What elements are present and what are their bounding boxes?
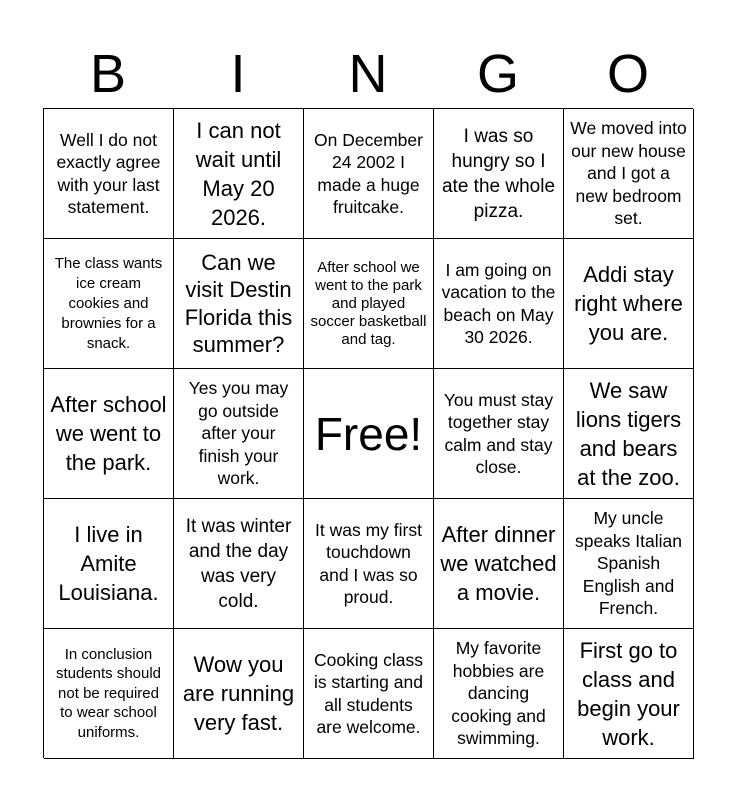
bingo-cell[interactable] bbox=[434, 369, 564, 499]
bingo-cell[interactable] bbox=[564, 629, 694, 759]
cell-text: I can not wait until May 20 2026. bbox=[195, 117, 282, 230]
bingo-cell[interactable] bbox=[434, 239, 564, 369]
bingo-cell[interactable] bbox=[174, 239, 304, 369]
bingo-cell[interactable] bbox=[44, 109, 174, 239]
bingo-cell[interactable] bbox=[564, 239, 694, 369]
cell-text: I was so hungry so I ate the whole pizza. bbox=[441, 125, 556, 222]
bingo-cell[interactable] bbox=[564, 369, 694, 499]
bingo-cell[interactable] bbox=[304, 499, 434, 629]
bingo-cell[interactable] bbox=[44, 239, 174, 369]
bingo-cell[interactable] bbox=[304, 239, 434, 369]
cell-text: I live in Amite Louisiana. bbox=[58, 522, 159, 605]
cell-text: Can we visit Destin Florida this summer? bbox=[184, 249, 293, 357]
bingo-card-grid bbox=[43, 108, 693, 758]
header-letter-g: G bbox=[476, 44, 519, 104]
header-letter-n: N bbox=[348, 44, 388, 104]
bingo-cell[interactable] bbox=[174, 109, 304, 239]
bingo-cell[interactable] bbox=[434, 109, 564, 239]
bingo-cell[interactable] bbox=[174, 499, 304, 629]
cell-text: Yes you may go outside after your finish your work. bbox=[188, 378, 289, 489]
free-space-cell[interactable] bbox=[304, 369, 434, 499]
cell-text: It was winter and the day was very cold. bbox=[185, 515, 292, 612]
bingo-cell[interactable] bbox=[174, 369, 304, 499]
cell-text: After school we went to the park. bbox=[50, 392, 167, 475]
bingo-cell[interactable] bbox=[44, 369, 174, 499]
header-letter-b: B bbox=[89, 44, 127, 104]
bingo-cell[interactable] bbox=[564, 499, 694, 629]
cell-text: After school we went to the park and played soccer basketball and tag. bbox=[310, 258, 427, 348]
header-letter-i: I bbox=[230, 44, 246, 104]
cell-text: After dinner we watched a movie. bbox=[440, 522, 557, 605]
cell-text: On December 24 2002 I made a huge fruitcake. bbox=[314, 129, 423, 217]
cell-text: First go to class and begin your work. bbox=[577, 637, 680, 750]
bingo-cell[interactable] bbox=[434, 629, 564, 759]
cell-text: Addi stay right where you are. bbox=[574, 262, 683, 345]
free-space-text: Free! bbox=[314, 407, 423, 460]
bingo-cell[interactable] bbox=[434, 499, 564, 629]
cell-text: My favorite hobbies are dancing cooking and swimming. bbox=[451, 638, 546, 749]
bingo-cell[interactable] bbox=[44, 499, 174, 629]
cell-text: I am going on vacation to the beach on May 30 2026. bbox=[441, 259, 556, 347]
bingo-cell[interactable] bbox=[564, 109, 694, 239]
cell-text: It was my first touchdown and I was so proud. bbox=[315, 519, 422, 607]
cell-text: My uncle speaks Italian Spanish English and French. bbox=[574, 508, 682, 619]
cell-text: We saw lions tigers and bears at the zoo. bbox=[575, 377, 682, 490]
header-letter-o: O bbox=[606, 44, 649, 104]
cell-text: The class wants ice cream cookies and brownies for a snack. bbox=[54, 254, 163, 352]
cell-text: We moved into our new house and I got a new bedroom set. bbox=[570, 118, 687, 229]
cell-text: Cooking class is starting and all students are welcome. bbox=[314, 649, 423, 737]
cell-text: Wow you are running very fast. bbox=[182, 652, 295, 735]
cell-text: Well I do not exactly agree with your last statement. bbox=[56, 129, 161, 217]
cell-text: You must stay together stay calm and stay close. bbox=[443, 389, 554, 477]
bingo-cell[interactable] bbox=[304, 109, 434, 239]
bingo-cell[interactable] bbox=[44, 629, 174, 759]
bingo-header bbox=[43, 42, 693, 106]
bingo-cell[interactable] bbox=[304, 629, 434, 759]
cell-text: In conclusion students should not be required to wear school uniforms. bbox=[55, 645, 162, 741]
bingo-cell[interactable] bbox=[174, 629, 304, 759]
